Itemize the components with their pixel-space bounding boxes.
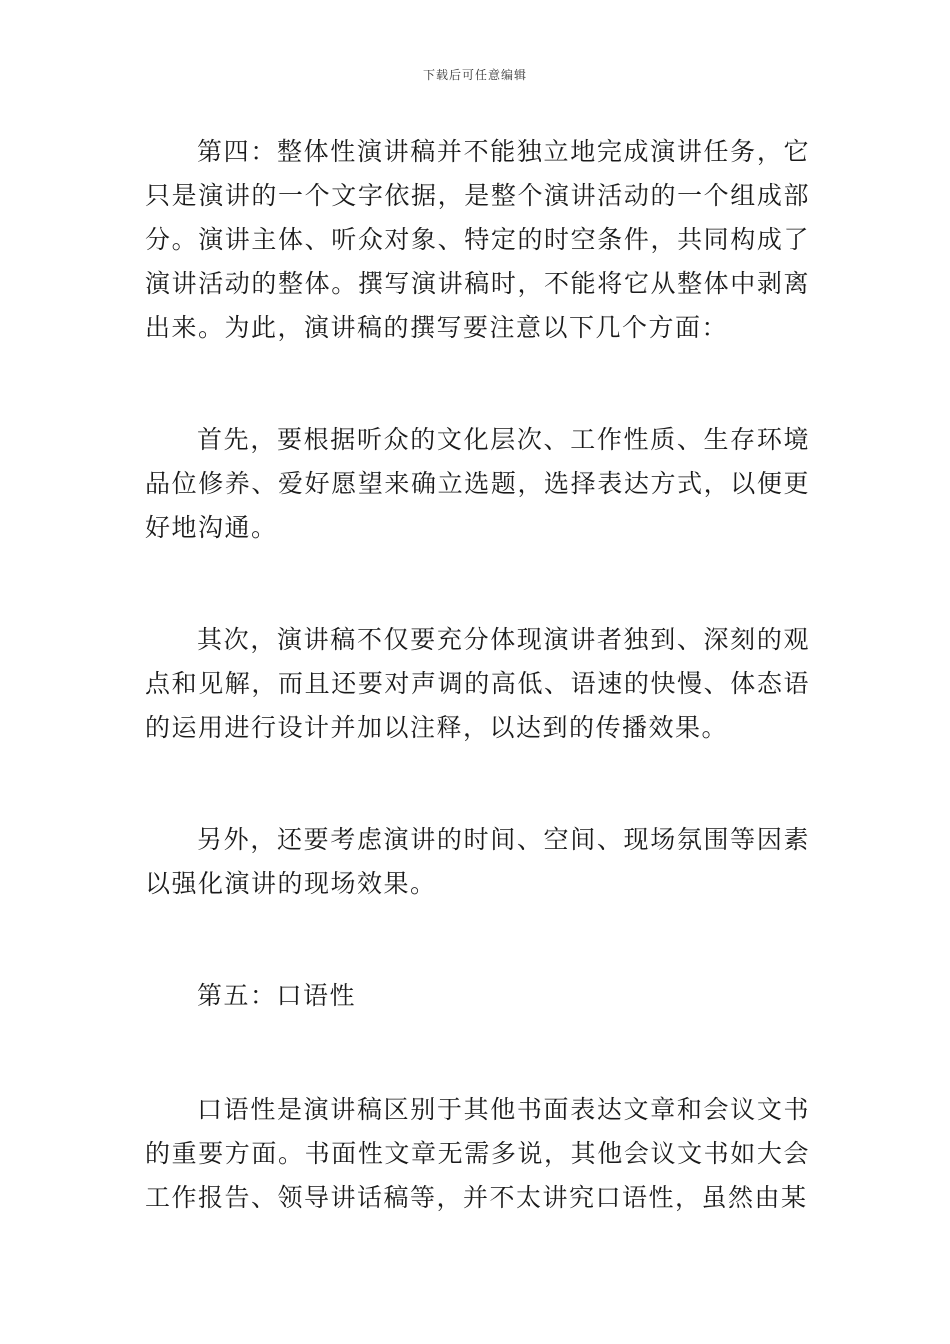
paragraph-second-aspect: 其次，演讲稿不仅要充分体现演讲者独到、深刻的观点和见解，而且还要对声调的高低、语速的快慢、体态语的运用进行设计并加以注释，以达到的传播效果。 <box>145 625 810 742</box>
paragraph-first-aspect: 首先，要根据听众的文化层次、工作性质、生存环境品位修养、爱好愿望来确立选题，选择表达方式，以便更好地沟通。 <box>145 425 810 542</box>
paragraph-orality: 口语性是演讲稿区别于其他书面表达文章和会议文书的重要方面。书面性文章无需多说，其他会议文书如大会工作报告、领导讲话稿等，并不太讲究口语性，虽然由某 <box>145 1095 810 1212</box>
paragraph-third-aspect: 另外，还要考虑演讲的时间、空间、现场氛围等因素以强化演讲的现场效果。 <box>145 825 810 898</box>
paragraph-fourth-point: 第四：整体性演讲稿并不能独立地完成演讲任务，它只是演讲的一个文字依据，是整个演讲活动的一个组成部分。演讲主体、听众对象、特定的时空条件，共同构成了演讲活动的整体。撰写演讲稿时，不能将它从整体中剥离出来。为此，演讲稿的撰写要注意以下几个方面： <box>145 137 810 342</box>
document-body <box>145 130 810 1220</box>
page-header: 下载后可任意编辑 <box>422 68 527 82</box>
section-heading-fifth: 第五：口语性 <box>197 981 357 1010</box>
